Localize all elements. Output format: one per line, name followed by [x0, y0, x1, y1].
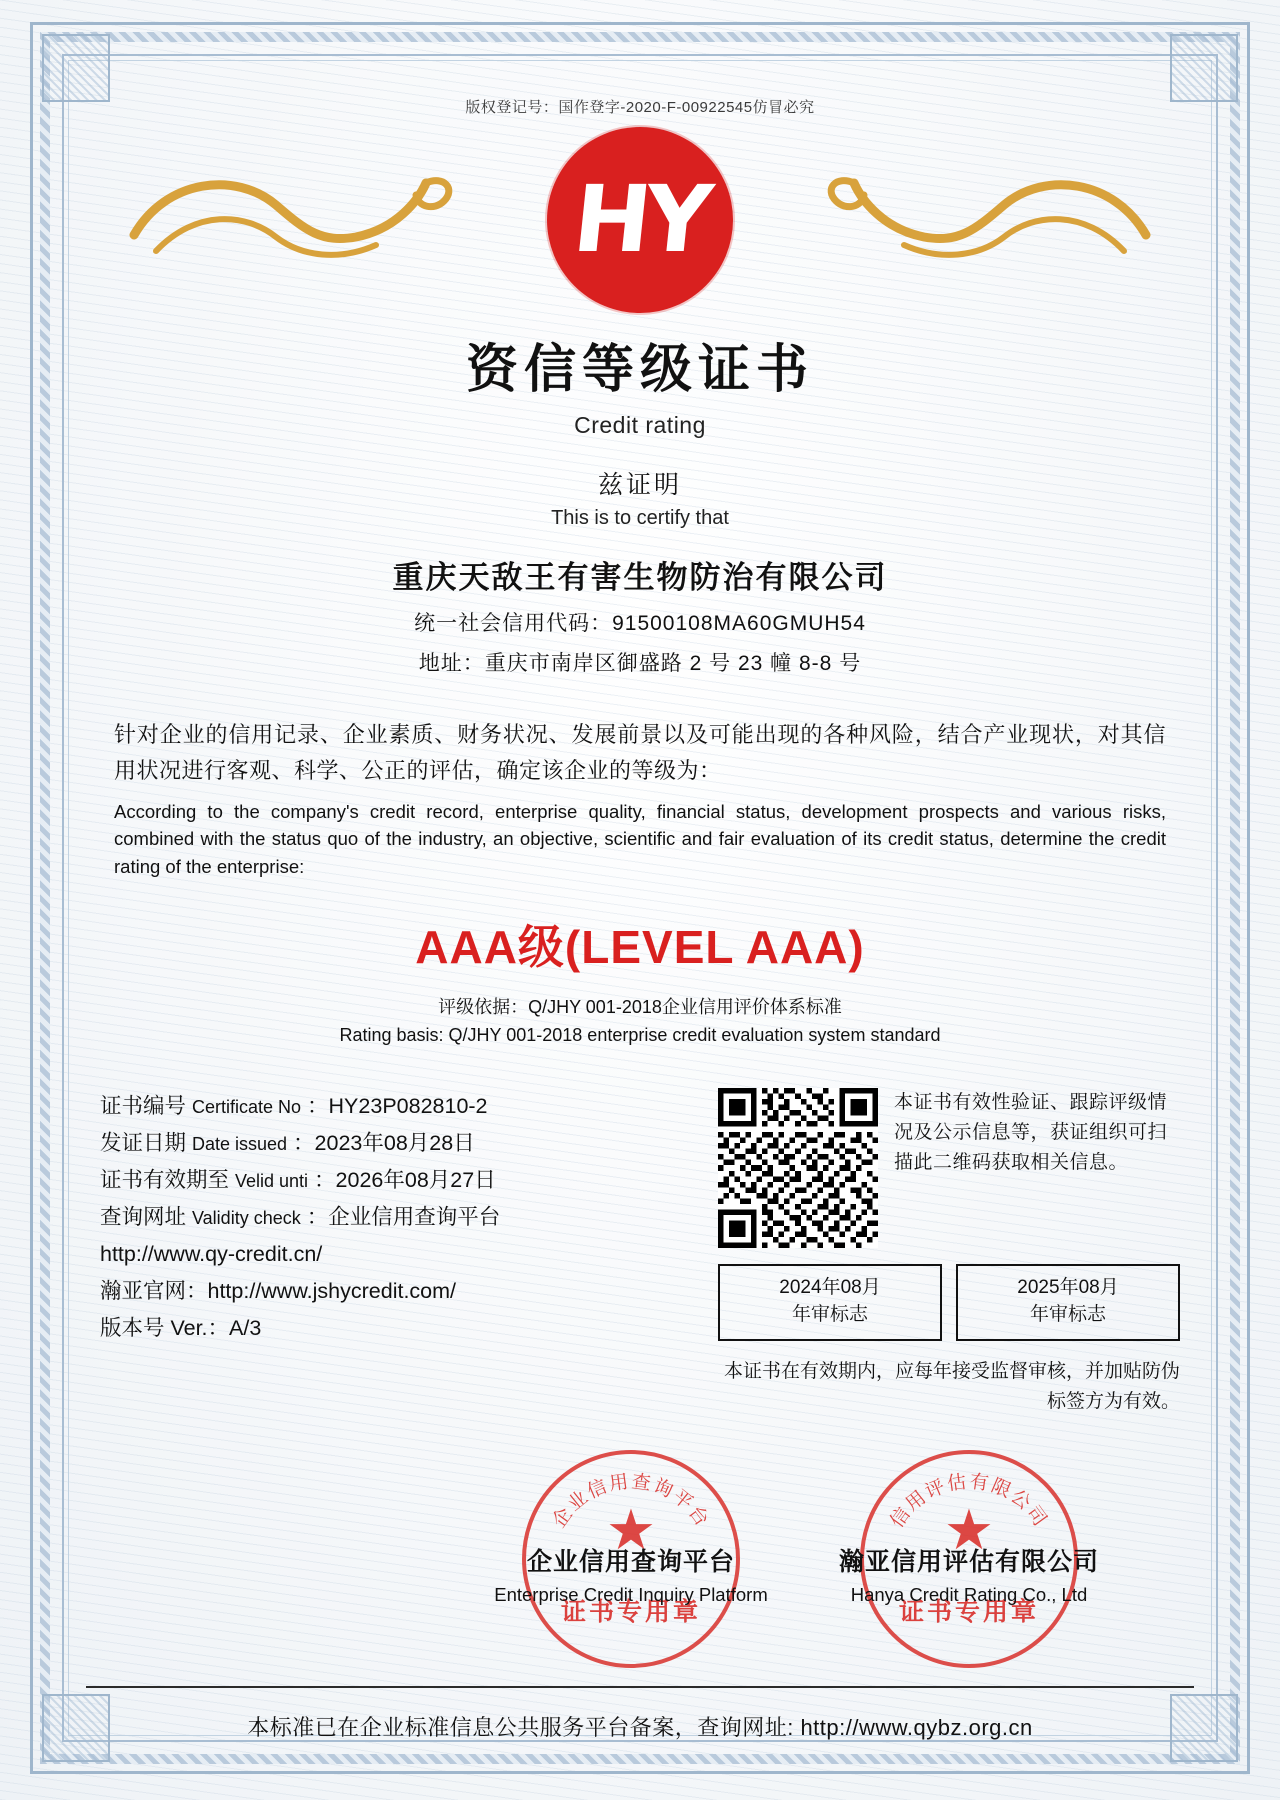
stamp-star-icon: ★ [605, 1497, 657, 1561]
details-and-qr-row [86, 1088, 1194, 1418]
detail-validity-url[interactable]: http://www.qy-credit.cn/ [100, 1241, 323, 1266]
detail-cert-no-label-en: Certificate No [192, 1096, 302, 1117]
certificate-title-en: Credit rating [574, 412, 706, 438]
annual-review-label: 年审标志 [791, 1304, 868, 1326]
detail-version: 版本号 Ver.：A/3 [100, 1315, 262, 1340]
detail-validity-check-label-cn: 查询网址 [100, 1204, 187, 1229]
detail-date-issued [100, 1125, 700, 1162]
qr-description: 本证书有效性验证、跟踪评级情况及公示信息等，获证组织可扫描此二维码获取相关信息。 [894, 1091, 1168, 1173]
company-address: 地址：重庆市南岸区御盛路 2 号 23 幢 8-8 号 [418, 652, 862, 675]
stamp-unit-hanya [804, 1450, 1134, 1626]
annual-review-date: 2024年08月 [779, 1276, 881, 1298]
detail-validity-check-label-en: Validity check [192, 1207, 301, 1228]
rating-basis-cn: 评级依据：Q/JHY 001-2018企业信用评价体系标准 [438, 996, 842, 1017]
copyright-registration-text: 版权登记号：国作登字-2020-F-00922545仿冒必究 [465, 99, 815, 116]
rating-basis-en: Rating basis: Q/JHY 001-2018 enterprise credit evaluation system standard [339, 1024, 941, 1045]
credit-level: AAA级(LEVEL AAA) [415, 920, 865, 973]
detail-validity-check [100, 1199, 700, 1236]
stamp-unit-inquiry-platform [466, 1450, 796, 1626]
qr-code[interactable] [718, 1088, 878, 1248]
stamp-bottom-text: 证书专用章 [898, 1597, 1040, 1626]
annual-review-boxes [718, 1264, 1180, 1341]
statement-cn: 针对企业的信用记录、企业素质、财务状况、发展前景以及可能出现的各种风险，结合产业现状，对其信用状况进行客观、科学、公正的评估，确定该企业的等级为： [114, 722, 1166, 784]
qr-block [718, 1088, 1180, 1418]
flourish-right-ornament [824, 165, 1154, 275]
flourish-left-ornament [126, 165, 456, 275]
annual-review-box [718, 1264, 942, 1341]
detail-validity-check-value: ：企业信用查询平台 [306, 1204, 501, 1229]
detail-valid-until-label-cn: 证书有效期至 [100, 1167, 230, 1192]
statement-block [86, 717, 1194, 881]
stamps-row [86, 1436, 1194, 1686]
hy-logo [547, 127, 733, 313]
certificate-content [86, 78, 1194, 1718]
detail-cert-no-label-cn: 证书编号 [100, 1093, 187, 1118]
stamp-bottom-text: 证书专用章 [560, 1597, 702, 1626]
detail-cert-no-value: ：HY23P082810-2 [307, 1093, 488, 1118]
certify-line-en: This is to certify that [551, 507, 729, 529]
detail-valid-until-value: ：2026年08月27日 [314, 1167, 496, 1192]
detail-date-issued-value: ：2023年08月28日 [293, 1130, 475, 1155]
stamp-star-icon: ★ [943, 1497, 995, 1561]
statement-en: According to the company's credit record, enterprise quality, financial status, development prospects and various risks, combined with the status quo of the industry, an objective, scientific and fair evaluation of its credit status, determine the credit rating of the enterprise: [114, 800, 1166, 878]
certificate-title-cn: 资信等级证书 [465, 341, 814, 399]
emblem-row [86, 121, 1194, 311]
company-name: 重庆天敌王有害生物防治有限公司 [392, 560, 888, 595]
qr-top [718, 1088, 1180, 1248]
certify-line-cn: 兹证明 [597, 471, 682, 499]
certificate-details [100, 1088, 700, 1418]
detail-cert-no [100, 1088, 700, 1125]
annual-review-note: 本证书在有效期内，应每年接受监督审核，并加贴防伪标签方为有效。 [723, 1360, 1180, 1413]
annual-review-box [956, 1264, 1180, 1341]
svg-text:企业信用查询平台: 企业信用查询平台 [548, 1471, 714, 1532]
detail-valid-until-label-en: Velid unti [235, 1170, 309, 1191]
stamp-org-name-en: Enterprise Credit Inquiry Platform [494, 1583, 768, 1605]
detail-date-issued-label-en: Date issued [192, 1133, 288, 1154]
stamp-org-name-cn: 瀚亚信用评估有限公司 [838, 1547, 1099, 1576]
detail-date-issued-label-cn: 发证日期 [100, 1130, 187, 1155]
logo-mark-text: HY [568, 166, 712, 273]
stamp-org-name-en: Hanya Credit Rating Co., Ltd [850, 1583, 1088, 1605]
stamp-org-name-cn: 企业信用查询平台 [526, 1547, 735, 1576]
annual-review-label: 年审标志 [1029, 1304, 1106, 1326]
annual-review-date: 2025年08月 [1017, 1276, 1119, 1298]
footer-note: 本标准已在企业标准信息公共服务平台备案，查询网址: http://www.qybz.org.cn [247, 1715, 1033, 1740]
footer-divider [86, 1686, 1194, 1688]
svg-text:信用评估有限公司: 信用评估有限公司 [886, 1471, 1052, 1532]
detail-official-site[interactable]: 瀚亚官网：http://www.jshycredit.com/ [100, 1278, 457, 1303]
company-credit-code: 统一社会信用代码：91500108MA60GMUH54 [414, 612, 866, 635]
detail-valid-until [100, 1162, 700, 1199]
